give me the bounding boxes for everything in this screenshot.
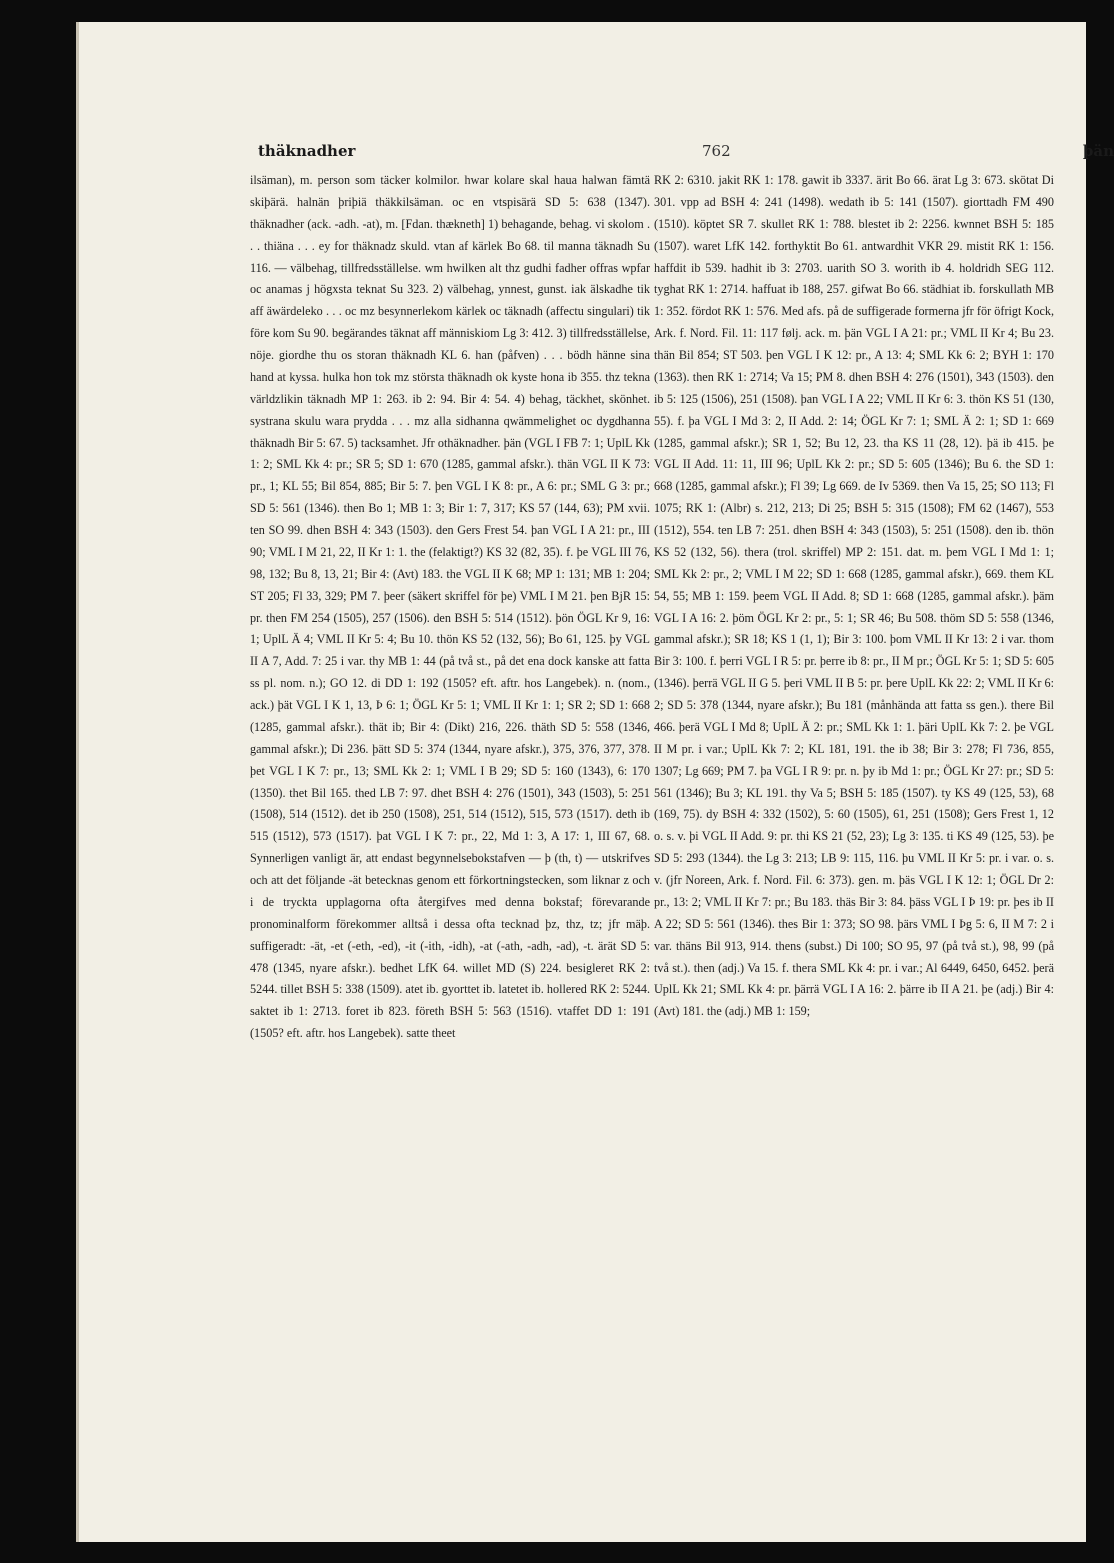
- left-column: [250, 170, 650, 1380]
- page-number: 762: [702, 142, 731, 160]
- header-left-guide-word: thäknadher: [258, 142, 356, 160]
- right-column-text: RK 2: 6310. jakit RK 1: 178. gawit ib 3337. ärit Bo 66. ärat Lg 3: 673. skötat Di 301. vpp ad BSH 4: 241 (1498). wedath ib 5: 141 (1507). giorttadh FM 490 (1510). köptet SR 7. skullet RK 1: 788. blestet ib 2: 2256. kwnnet BSH 5: 185 (1507). waret LfK 142. forthyktit Bo 61. antwardhit VKR 29. mistit RK 1: 156. haffdit ib 539. hadhit ib 3: 2703. uarith SO 3. worith ib 4. holdridh SEG 112. tyghat RK 1: 2714. haffuat ib 188, 257. gifwat Bo 66. städhiat ib. forskullath MB 1: 352. fördot RK 1: 576. Med afs. på de suffigerade formerna jfr för öfrigt Kock, Ark. f. Nord. Fil. 11: 117 følj. ack. m. þän VGL I A 21: pr.; VML II Kr 4; Bu 23. thän Bil 854; ST 503. þen VGL I K 12: pr., A 13: 4; SML Kk 6: 2; BYH 1: 170 (1363). then RK 1: 2714; Va 15; PM 8. dhen BSH 4: 276 (1501), 343 (1503). den ib 5: 125 (1506), 251 (1508). þan VGL I A 22; VML II Kr 6: 3. thön KS 51 (130, 55). f. þa VGL I Md 3: 2, II Add. 2: 14; ÖGL Kr 7: 1; SML Ä 2: 1; SD 1: 669 (1285, gammal afskr.); SR 1, 52; Bu 12, 23. tha KS 11 (28, 12). þä ib 415. þe VGL II Add. 11: 11, III 96; UplL Kk 2: pr.; SD 5: 605 (1346); Bu 6. the SD 1: 668 (1285, gammal afskr.); Fl 39; Lg 669. de Iv 5369. then Va 15, 25; SO 113; Fl 1075; RK 1: (Albr) s. 212, 213; Di 25; BSH 5: 315 (1508); FM 62 (1467), 553 (1512), 554. ten LB 7: 251. dhen BSH 4: 343 (1503), 5: 251 (1508). den ib. thön KS 52 (132, 56). thera (trol. skriffel) MP 2: 151. dat. m. þem VGL I Md 1: 1; SML Kk 2: pr., 2; VML I M 22; SD 1: 668 (1285, gammal afskr.), 669. them KL 54, 55; MB 1: 159. þeem VGL II Add. 8; SD 1: 668 (1285, gammal afskr.). þäm VGL I A 16: 2. þöm ÖGL Kr 2: pr., 5: 1; SR 46; Bu 508. thöm SD 5: 558 (1346, gammal afskr.); SR 18; KS 1 (1, 1); Bir 3: 100. þom VML II Kr 13: 2 i var. thom Bir 3: 100. f. þerri VGL I R 5: pr. þerre ib 8: pr., II M pr.; ÖGL Kr 5: 1; SD 5: 605 (1346). þerrä VGL II G 5. þeri VML II B 5: pr. þere UplL Kk 22: 2; VML II Kr 6: 2; SD 5: 378 (1344, nyare afskr.); Bu 181 (månhända att fatta ss gen.). there Bil 466. þerä VGL I Md 8; UplL Ä 2: pr.; SML Kk 1: 1. þäri UplL Kk 7: 2. þe VGL II M pr. i var.; UplL Kk 7: 2; KL 181, 191. the ib 38; Bir 3: 278; Fl 736, 855, 1307; Lg 669; PM 7. þa VGL I R 9: pr. n. þy ib Md 1: pr.; ÖGL Kr 27: pr.; SD 5: 561 (1346); Bu 3; KL 191. thy Va 5; BSH 5: 185 (1507). ty KS 49 (125, 53), 68 (169, 75). dy BSH 4: 332 (1502), 5: 60 (1505), 61, 251 (1508); Gers Frest 1, 12 o. s. v. þi VGL II Add. 9: pr. thi KS 21 (52, 23); Lg 3: 135. ti KS 49 (125, 53). þe SD 5: 293 (1344). the Lg 3: 213; LB 9: 115, 116. þu VML II Kr 5: pr. i var. o. s. v. (jfr Noreen, Ark. f. Nord. Fil. 6: 373). gen. m. þäs VGL I K 12: 1; ÖGL Dr 2: pr., 13: 2; VML II Kr 7: pr.; Bu 183. thäs Bir 3: 84. þäss VGL I Þ 19: pr. þes ib II A 22; SD 5: 561 (1346). thes Bir 1: 373; SO 98. þärs VML I Þg 5: 6, II M 7: 2 i var. thäns Bil 913, 914. thens (subst.) Di 100; SO 95, 97 (på två st.), 98, 99 (på två st.). then (adj.) Va 15. f. thera SML Kk 4: pr. i var.; Al 6449, 6450, 6452. þerä UplL Kk 21; SML Kk 4: pr. þärrä VGL I A 16: 2. þärre ib II A 21. þe (adj.) Bir 4: (Avt) 181. the (adj.) MB 1: 159;: [654, 173, 1054, 1019]
- right-column: [654, 170, 1054, 1380]
- header-right-guide-word: þän: [1082, 142, 1114, 160]
- running-header: [254, 142, 1114, 164]
- left-column-text: ilsäman), m. person som täcker kolmilor. hwar kolare skal haua halwan fämtä skiþärä. halnän þriþiä thäkkilsäman. oc en vtspisärä SD 5: 638 (1347). thäknadher (ack. -adh. -at), m. [Fdan. thækneth] 1) behagande, behag. vi skolom . . . thiäna . . . ey for thäknadz skuld. vtan af kärlek Bo 68. til manna täknadh Su 116. — välbehag, tillfredsställelse. wm hwilken alt thz gudhi fadher offras wpfar oc anamas j högxsta teknat Su 323. 2) välbehag, ynnest, gunst. iak älskadhe tik aff äwärdeleko . . . oc mz besynnerlekom kärlek oc täknadh (affectu singulari) tik före kom Su 90. begärandes täknat aff människiom Lg 3: 412. 3) tillfredsställelse, nöje. giordhe thu os storan thäknadh KL 6. han (påfven) . . . bödh hänne sina hand at kyssa. hulka hon tok mz största thäknadh ok kyste hona ib 355. thz tekna världzlikin täknadh MP 1: 263. ib 2: 94. Bir 4: 54. 4) behag, täckhet, skönhet. systrana skulu wara prydda . . . mz alla sidhanna qwämmelighet oc dygdhanna thäknadh Bir 5: 67. 5) tacksamhet. Jfr othäknadher. þän (VGL I FB 7: 1; UplL Kk 1: 2; SML Kk 4: pr.; SR 5; SD 1: 670 (1285, gammal afskr.). thän VGL II K 73: pr., 1; KL 55; Bil 854, 885; Bir 5: 7. þen VGL I K 8: pr., A 6: pr.; SML G 3: pr.; SD 5: 561 (1346). then Bo 1; MB 1: 3; Bir 1: 7, 317; KS 57 (144, 63); PM xvii. ten SO 99. dhen BSH 4: 343 (1503). den Gers Frest 54. þan VGL I A 21: pr., III 90; VML I M 21, 22, II Kr 1: 1. the (felaktigt?) KS 32 (82, 35). f. þe VGL III 76, 98, 132; Bu 8, 13, 21; Bir 4: (Avt) 183. the VGL II K 68; MP 1: 131; MB 1: 204; ST 205; Fl 33, 329; PM 7. þeer (säkert skriffel för þe) VML I M 21. þen BjR 15: pr. then FM 254 (1505), 257 (1506). den BSH 5: 514 (1512). þön ÖGL Kr 9, 16: 1; UplL Ä 4; VML II Kr 5: 4; Bu 10. thön KS 52 (132, 56); Bo 61, 125. þy VGL II A 7, Add. 7: 25 i var. thy MB 1: 44 (på två st., på det ena dock kanske att fatta ss pl. nom. n.); GO 12. di DD 1: 192 (1505? eft. aftr. hos Langebek). n. (nom., ack.) þät VGL I K 1, 13, Þ 6: 1; ÖGL Kr 5: 1; VML II Kr 1: 1; SR 2; SD 1: 668 (1285, gammal afskr.). thät ib; Bir 4: (Dikt) 216, 226. thäth SD 5: 558 (1346, gammal afskr.); Di 236. þätt SD 5: 374 (1344, nyare afskr.), 375, 376, 377, 378. þet VGL I K 7: pr., 13; SML Kk 2: 1; VML I B 29; SD 5: 160 (1343), 6: 170 (1350). thet Bil 165. thed LB 7: 97. dhet BSH 4: 276 (1501), 343 (1503), 5: 251 (1508), 514 (1512). det ib 250 (1508), 251, 514 (1512), 515, 573 (1517). deth ib 515 (1512), 573 (1517). þat VGL I K 7: pr., 22, Md 1: 3, A 17: 1, III 67, 68. Synnerligen vanligt är, att endast begynnelsebokstafven — þ (th, t) — utskrifves och att det följande -ät betecknas genom ett förkortningstecken, som liknar z och i de tryckta upplagorna ofta återgifves med denna bokstaf; förevarande pronominalform förekommer alltså i dessa ofta tecknad þz, thz, tz; jfr mäþ. suffigeradt: -ät, -et (-eth, -ed), -it (-ith, -idh), -at (-ath, -adh, -ad), -t. ärät SD 5: 478 (1345, nyare afskr.). bedhet LfK 64. willet MD (S) 224. besigleret RK 2: 5244. tillet BSH 5: 338 (1509). atet ib. gyorttet ib. latetet ib. hollered RK 2: 5244. saktet ib 1: 2713. foret ib 823. företh BSH 5: 563 (1516). vtaffet DD 1: 191 (1505? eft. aftr. hos Langebek). satte theet: [250, 173, 650, 1041]
